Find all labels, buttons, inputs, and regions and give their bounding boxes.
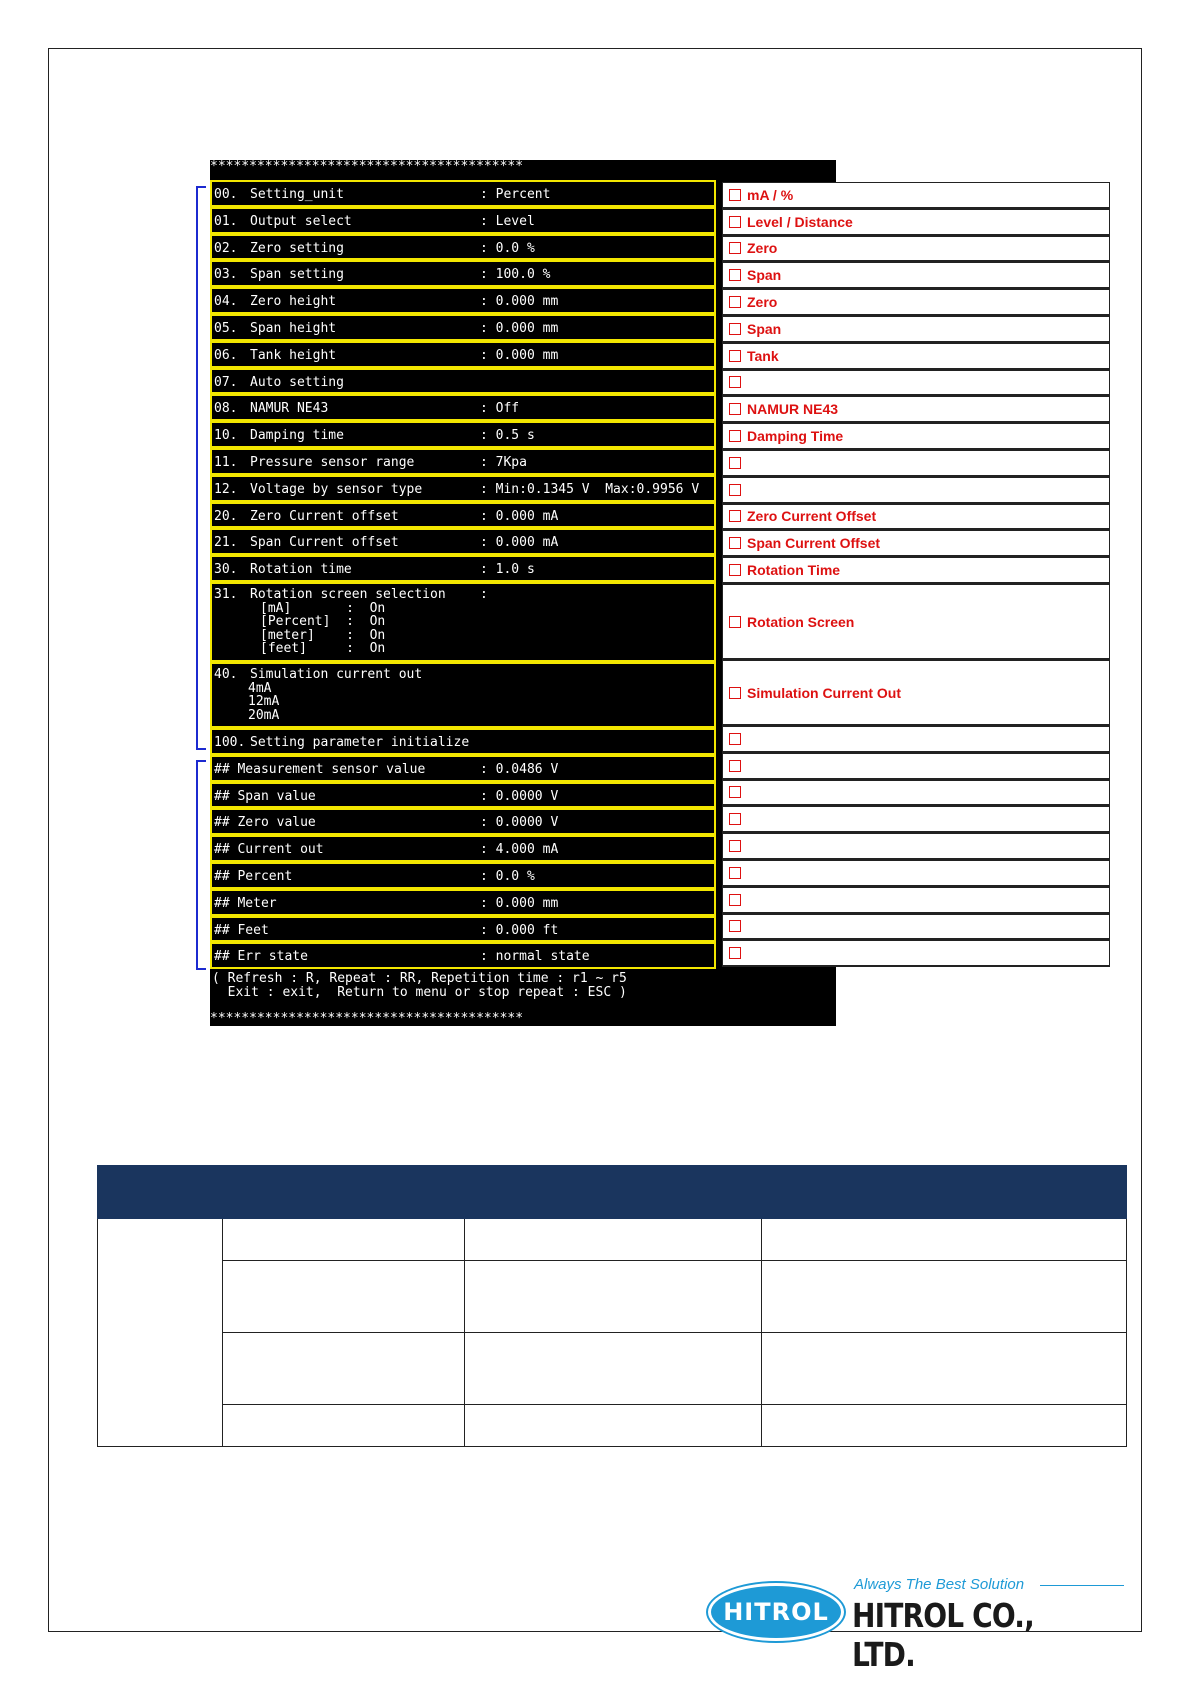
table-cell bbox=[464, 1333, 762, 1405]
row-label: Damping time bbox=[250, 428, 344, 444]
terminal-header-stars: **************************************** bbox=[210, 160, 524, 174]
checkbox-icon[interactable] bbox=[729, 564, 741, 576]
simulation-item: 4mA bbox=[248, 680, 272, 696]
description-label: Span Current Offset bbox=[747, 535, 881, 552]
monitor-value: : 0.0 % bbox=[480, 869, 535, 884]
checkbox-icon[interactable] bbox=[729, 616, 741, 628]
row-number: 100. bbox=[214, 735, 246, 750]
checkbox-icon[interactable] bbox=[729, 760, 741, 772]
monitor-label: ## Measurement sensor value bbox=[214, 761, 426, 777]
row-value: : 0.0 % bbox=[480, 240, 535, 256]
checkbox-icon[interactable] bbox=[729, 920, 741, 932]
setting-row[interactable] bbox=[210, 341, 716, 368]
monitor-bracket bbox=[196, 760, 206, 970]
monitor-row bbox=[210, 755, 716, 782]
table-row bbox=[98, 1333, 1127, 1405]
row-number: 00. bbox=[214, 187, 238, 202]
monitor-value: : 0.000 ft bbox=[480, 922, 559, 938]
table-cell bbox=[464, 1405, 762, 1447]
description-cell bbox=[722, 940, 1110, 967]
row-label: Setting_unit bbox=[250, 187, 344, 202]
monitor-row bbox=[210, 808, 716, 835]
description-cell bbox=[722, 914, 1110, 941]
row-value: : bbox=[480, 587, 488, 602]
description-cell bbox=[722, 887, 1110, 914]
description-cell bbox=[722, 236, 1110, 263]
row-value: : 100.0 % bbox=[480, 267, 551, 283]
table-row bbox=[98, 1219, 1127, 1261]
rotation-screen-row[interactable] bbox=[210, 582, 716, 662]
row-label: Rotation screen selection bbox=[250, 587, 446, 602]
monitor-value: : 0.0000 V bbox=[480, 788, 559, 804]
row-label: Voltage by sensor type bbox=[250, 481, 423, 497]
simulation-item: 20mA bbox=[248, 707, 280, 723]
row-value: : Percent bbox=[480, 187, 551, 202]
setting-row[interactable] bbox=[210, 287, 716, 314]
row-label: Output select bbox=[250, 213, 352, 229]
simulation-item: 12mA bbox=[248, 694, 280, 709]
table-header-row bbox=[98, 1166, 1127, 1219]
description-label: Damping Time bbox=[747, 428, 844, 445]
terminal-footer bbox=[212, 972, 627, 1000]
setting-row[interactable] bbox=[210, 421, 716, 448]
row-label: Simulation current out bbox=[250, 667, 423, 682]
row-number: 05. bbox=[214, 321, 238, 336]
row-value: : Off bbox=[480, 401, 520, 417]
row-number: 20. bbox=[214, 508, 238, 524]
setting-row[interactable] bbox=[210, 260, 716, 287]
row-label: Pressure sensor range bbox=[250, 455, 415, 470]
description-cell bbox=[722, 504, 1110, 531]
row-value: : 0.5 s bbox=[480, 428, 535, 444]
description-cell bbox=[722, 726, 1110, 753]
description-label: NAMUR NE43 bbox=[747, 401, 839, 418]
table-row bbox=[98, 1405, 1127, 1447]
table-header-cell bbox=[464, 1166, 762, 1219]
monitor-value: : 4.000 mA bbox=[480, 842, 559, 858]
table-cell bbox=[762, 1333, 1127, 1405]
slogan: Always The Best Solution bbox=[854, 1576, 1025, 1593]
footer-line-2: Exit : exit, Return to menu or stop repeat : ESC ) bbox=[212, 985, 627, 1000]
description-label: Level / Distance bbox=[747, 213, 853, 230]
description-cell bbox=[722, 833, 1110, 860]
row-number: 07. bbox=[214, 374, 238, 390]
setting-row[interactable] bbox=[210, 528, 716, 555]
description-cell bbox=[722, 806, 1110, 833]
checkbox-icon[interactable] bbox=[729, 947, 741, 959]
table-header-cell bbox=[98, 1166, 223, 1219]
row-number: 01. bbox=[214, 213, 238, 229]
row-value: : 0.000 mA bbox=[480, 535, 559, 551]
row-label: Span height bbox=[250, 321, 337, 336]
setting-row[interactable] bbox=[210, 475, 716, 502]
monitor-row bbox=[210, 916, 716, 943]
row-number: 04. bbox=[214, 294, 238, 310]
row-value: : 0.000 mm bbox=[480, 294, 559, 310]
row-label: Zero height bbox=[250, 294, 337, 310]
checkbox-icon[interactable] bbox=[729, 242, 741, 254]
checkbox-icon[interactable] bbox=[729, 376, 741, 388]
row-number: 08. bbox=[214, 401, 238, 417]
description-cell bbox=[722, 780, 1110, 807]
company-logo bbox=[706, 1576, 1126, 1674]
setting-row[interactable] bbox=[210, 314, 716, 341]
table-cell bbox=[222, 1405, 464, 1447]
checkbox-icon[interactable] bbox=[729, 403, 741, 415]
setting-row[interactable] bbox=[210, 394, 716, 421]
row-value: : 0.000 mm bbox=[480, 321, 559, 336]
row-label: Zero setting bbox=[250, 240, 344, 256]
row-number: 30. bbox=[214, 562, 238, 578]
setting-row[interactable] bbox=[210, 448, 716, 475]
description-cell bbox=[722, 209, 1110, 236]
monitor-label: ## Percent bbox=[214, 869, 293, 884]
table-cell bbox=[222, 1261, 464, 1333]
checkbox-icon[interactable] bbox=[729, 323, 741, 335]
row-number: 03. bbox=[214, 267, 238, 283]
monitor-label: ## Meter bbox=[214, 895, 277, 911]
monitor-value: : 0.000 mm bbox=[480, 895, 559, 911]
settings-bracket bbox=[196, 186, 206, 750]
monitor-label: ## Err state bbox=[214, 949, 308, 965]
checkbox-icon[interactable] bbox=[729, 216, 741, 228]
footer-line-1: ( Refresh : R, Repeat : RR, Repetition time : r1 ~ r5 bbox=[212, 971, 627, 986]
checkbox-icon[interactable] bbox=[729, 484, 741, 496]
row-label: Tank height bbox=[250, 347, 337, 363]
description-label: mA / % bbox=[747, 186, 794, 203]
setting-row[interactable] bbox=[210, 234, 716, 261]
row-value: : 0.000 mm bbox=[480, 347, 559, 363]
setting-row[interactable] bbox=[210, 368, 716, 395]
checkbox-icon[interactable] bbox=[729, 296, 741, 308]
monitor-row bbox=[210, 782, 716, 809]
row-number: 31. bbox=[214, 587, 238, 602]
monitor-row bbox=[210, 889, 716, 916]
description-cell bbox=[722, 660, 1110, 726]
table-cell bbox=[222, 1219, 464, 1261]
description-cell bbox=[722, 860, 1110, 887]
checkbox-icon[interactable] bbox=[729, 894, 741, 906]
checkbox-icon[interactable] bbox=[729, 733, 741, 745]
description-cell bbox=[722, 343, 1110, 370]
table-cell bbox=[464, 1261, 762, 1333]
monitor-row bbox=[210, 835, 716, 862]
spec-table bbox=[97, 1165, 1127, 1447]
row-number: 21. bbox=[214, 535, 238, 551]
description-cell bbox=[722, 584, 1110, 660]
row-label: NAMUR NE43 bbox=[250, 401, 329, 417]
monitor-row bbox=[210, 862, 716, 889]
row-value: : Min:0.1345 V Max:0.9956 V bbox=[480, 481, 700, 497]
terminal-footer-stars: **************************************** bbox=[210, 1012, 524, 1026]
setting-row[interactable] bbox=[210, 207, 716, 234]
checkbox-icon[interactable] bbox=[729, 430, 741, 442]
monitor-label: ## Current out bbox=[214, 842, 324, 858]
monitor-label: ## Span value bbox=[214, 788, 316, 804]
description-cell bbox=[722, 753, 1110, 780]
description-cell bbox=[722, 557, 1110, 584]
description-label: Simulation Current Out bbox=[747, 684, 901, 701]
monitor-value: : 0.0486 V bbox=[480, 761, 559, 777]
table-header-cell bbox=[762, 1166, 1127, 1219]
description-cell bbox=[722, 423, 1110, 450]
row-number: 02. bbox=[214, 240, 238, 256]
table-cell bbox=[98, 1219, 223, 1447]
monitor-label: ## Feet bbox=[214, 922, 269, 938]
monitor-row bbox=[210, 942, 716, 969]
row-number: 10. bbox=[214, 428, 238, 444]
row-label: Setting parameter initialize bbox=[250, 735, 470, 750]
description-cell bbox=[722, 450, 1110, 477]
row-number: 06. bbox=[214, 347, 238, 363]
description-label: Zero bbox=[747, 294, 778, 311]
hitrol-logo-mark: HITROL bbox=[708, 1583, 844, 1641]
rotation-item: [Percent] : On bbox=[260, 614, 386, 629]
checkbox-icon[interactable] bbox=[729, 457, 741, 469]
slogan-divider bbox=[1040, 1585, 1124, 1586]
table-cell bbox=[464, 1219, 762, 1261]
monitor-value: : 0.0000 V bbox=[480, 815, 559, 831]
description-cell bbox=[722, 182, 1110, 209]
description-cell bbox=[722, 396, 1110, 423]
row-value: : 1.0 s bbox=[480, 562, 535, 578]
simulation-row[interactable] bbox=[210, 662, 716, 728]
table-cell bbox=[762, 1219, 1127, 1261]
description-cell bbox=[722, 370, 1110, 397]
checkbox-icon[interactable] bbox=[729, 350, 741, 362]
checkbox-icon[interactable] bbox=[729, 813, 741, 825]
setting-row[interactable] bbox=[210, 180, 716, 207]
row-value: : Level bbox=[480, 213, 535, 229]
row-number: 40. bbox=[214, 667, 238, 682]
checkbox-icon[interactable] bbox=[729, 840, 741, 852]
row-label: Auto setting bbox=[250, 374, 344, 390]
description-cell bbox=[722, 262, 1110, 289]
row-value: : 0.000 mA bbox=[480, 508, 559, 524]
description-cell bbox=[722, 289, 1110, 316]
description-label: Zero bbox=[747, 240, 778, 257]
checkbox-icon[interactable] bbox=[729, 537, 741, 549]
row-number: 11. bbox=[214, 455, 238, 470]
table-cell bbox=[762, 1405, 1127, 1447]
checkbox-icon[interactable] bbox=[729, 867, 741, 879]
checkbox-icon[interactable] bbox=[729, 269, 741, 281]
description-cell bbox=[722, 530, 1110, 557]
monitor-label: ## Zero value bbox=[214, 815, 316, 831]
checkbox-icon[interactable] bbox=[729, 189, 741, 201]
description-cell bbox=[722, 316, 1110, 343]
row-label: Span Current offset bbox=[250, 535, 399, 551]
table-row bbox=[98, 1261, 1127, 1333]
description-cell bbox=[722, 477, 1110, 504]
description-label: Rotation Screen bbox=[747, 613, 855, 630]
description-label: Zero Current Offset bbox=[747, 508, 877, 525]
table-cell bbox=[222, 1333, 464, 1405]
table-header-cell bbox=[222, 1166, 464, 1219]
row-label: Rotation time bbox=[250, 562, 352, 578]
table-cell bbox=[762, 1261, 1127, 1333]
row-label: Span setting bbox=[250, 267, 344, 283]
description-label: Span bbox=[747, 320, 782, 337]
description-label: Rotation Time bbox=[747, 562, 841, 579]
company-name: HITROL CO., LTD. bbox=[852, 1596, 1034, 1674]
rotation-item: [mA] : On bbox=[260, 600, 386, 616]
checkbox-icon[interactable] bbox=[729, 510, 741, 522]
initialize-row[interactable] bbox=[210, 728, 716, 755]
description-label: Span bbox=[747, 267, 782, 284]
monitor-value: : normal state bbox=[480, 949, 590, 965]
setting-row[interactable] bbox=[210, 502, 716, 529]
checkbox-icon[interactable] bbox=[729, 687, 741, 699]
checkbox-icon[interactable] bbox=[729, 786, 741, 798]
row-label: Zero Current offset bbox=[250, 508, 399, 524]
rotation-item: [meter] : On bbox=[260, 627, 386, 643]
row-value: : 7Kpa bbox=[480, 455, 527, 470]
description-label: Tank bbox=[747, 347, 779, 364]
row-number: 12. bbox=[214, 481, 238, 497]
rotation-item: [feet] : On bbox=[260, 641, 386, 656]
setting-row[interactable] bbox=[210, 555, 716, 582]
